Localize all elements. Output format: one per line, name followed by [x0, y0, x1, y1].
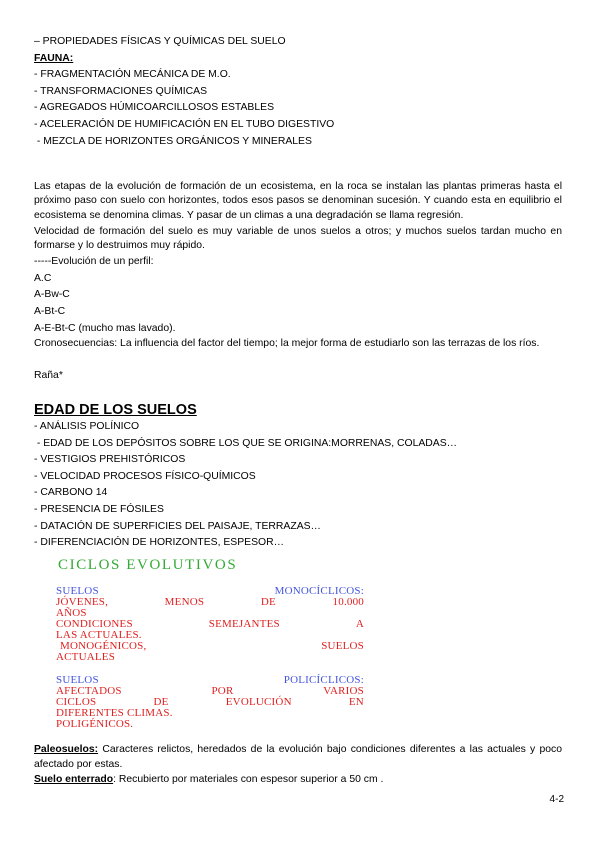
ciclos-title: CICLOS EVOLUTIVOS — [58, 556, 238, 573]
mono-word: MONOCÍCLICOS: — [274, 584, 364, 597]
rana-note: Raña* — [34, 370, 63, 382]
mono-line: AÑOS — [56, 606, 87, 619]
intro-line: – PROPIEDADES FÍSICAS Y QUÍMICAS DEL SUELO — [34, 36, 286, 47]
poli-word: POLICÍCLICOS: — [283, 673, 364, 686]
edad-item: - PRESENCIA DE FÓSILES — [34, 503, 164, 515]
poli-word: SUELOS — [56, 673, 99, 686]
poli-word: DE — [153, 695, 169, 708]
paragraph-succession: Las etapas de la evolución de formación de un ecosistema, en la roca se instalan las plantas primeras hasta el próximo paso con suelo con horizontes, todos esos pasos se denominan sucesión. Y cuando esta en equilibrio el ecosistema se denomina climas. Y pasar de un climas a una degradación se llama regresión. — [34, 181, 562, 221]
poli-word: CICLOS — [56, 695, 97, 708]
suelo-enterrado-definition — [34, 772, 562, 787]
fauna-item: - TRANSFORMACIONES QUÍMICAS — [34, 85, 207, 97]
mono-word: CONDICIONES — [56, 617, 133, 630]
edad-heading: EDAD DE LOS SUELOS — [34, 401, 197, 418]
perfil-title: -----Evolución de un perfil: — [34, 256, 154, 268]
document-page — [34, 34, 562, 787]
edad-item: - VESTIGIOS PREHISTÓRICOS — [34, 454, 186, 466]
ciclos-evolutivos-box — [56, 556, 364, 730]
mono-word: MONOGÉNICOS, — [60, 639, 147, 652]
mono-word: JÓVENES, — [56, 595, 109, 608]
paragraph-velocity: Velocidad de formación del suelo es muy variable de unos suelos a otros; y muchos suelos tardan mucho en formarse y lo destruimos muy rápido. — [34, 225, 562, 251]
edad-item: - VELOCIDAD PROCESOS FÍSICO-QUÍMICOS — [34, 470, 256, 482]
paleosuelos-term: Paleosuelos: — [34, 743, 99, 755]
edad-item: - ANÁLISIS POLÍNICO — [34, 420, 140, 432]
suelo-enterrado-text: : Recubierto por materiales con espesor superior a 50 cm . — [113, 773, 384, 785]
mono-word: SEMEJANTES — [208, 617, 280, 630]
perfil-item: A-E-Bt-C (mucho mas lavado). — [34, 322, 176, 334]
paleosuelos-definition — [34, 742, 562, 772]
fauna-heading: FAUNA: — [34, 52, 74, 64]
mono-word: MENOS — [164, 595, 205, 608]
policiclicos-block — [56, 675, 364, 730]
poli-word: EN — [348, 695, 364, 708]
mono-word: SUELOS — [321, 639, 364, 652]
mono-word: A — [355, 617, 364, 630]
perfil-item: A-Bw-C — [34, 289, 70, 301]
poli-word: VARIOS — [323, 684, 364, 697]
edad-item: - EDAD DE LOS DEPÓSITOS SOBRE LOS QUE SE ORIGINA:MORRENAS, COLADAS… — [34, 437, 458, 449]
edad-item: - DIFERENCIACIÓN DE HORIZONTES, ESPESOR… — [34, 537, 284, 549]
poli-line: DIFERENTES CLIMAS. — [56, 706, 173, 719]
mono-word: SUELOS — [56, 584, 99, 597]
mono-line: ACTUALES — [56, 650, 116, 663]
edad-item: - CARBONO 14 — [34, 487, 108, 499]
fauna-item: - ACELERACIÓN DE HUMIFICACIÓN EN EL TUBO DIGESTIVO — [34, 118, 335, 130]
paragraph-cronosecuencias: Cronosecuencias: La influencia del factor del tiempo; la mejor forma de estudiarlo son las terrazas de los ríos. — [34, 338, 540, 350]
poli-line: POLIGÉNICOS. — [56, 717, 134, 730]
perfil-item: A.C — [34, 272, 52, 284]
edad-item: - DATACIÓN DE SUPERFICIES DEL PAISAJE, TERRAZAS… — [34, 520, 321, 532]
page-number: 4-2 — [549, 794, 564, 805]
mono-word: 10.000 — [332, 595, 364, 608]
mono-line: LAS ACTUALES. — [56, 628, 142, 641]
fauna-item: - FRAGMENTACIÓN MECÁNICA DE M.O. — [34, 69, 231, 81]
suelo-enterrado-term: Suelo enterrado — [34, 773, 114, 785]
monociclicos-block — [56, 586, 364, 663]
poli-word: POR — [211, 684, 234, 697]
mono-word: DE — [260, 595, 276, 608]
fauna-item: - AGREGADOS HÚMICOARCILLOSOS ESTABLES — [34, 102, 275, 114]
paleosuelos-text: Caracteres relictos, heredados de la evolución bajo condiciones diferentes a las actuales y poco afectado por estas. — [34, 743, 562, 770]
perfil-item: A-Bt-C — [34, 305, 66, 317]
poli-word: AFECTADOS — [56, 684, 122, 697]
poli-word: EVOLUCIÓN — [225, 695, 292, 708]
fauna-item: - MEZCLA DE HORIZONTES ORGÁNICOS Y MINERALES — [34, 135, 312, 147]
